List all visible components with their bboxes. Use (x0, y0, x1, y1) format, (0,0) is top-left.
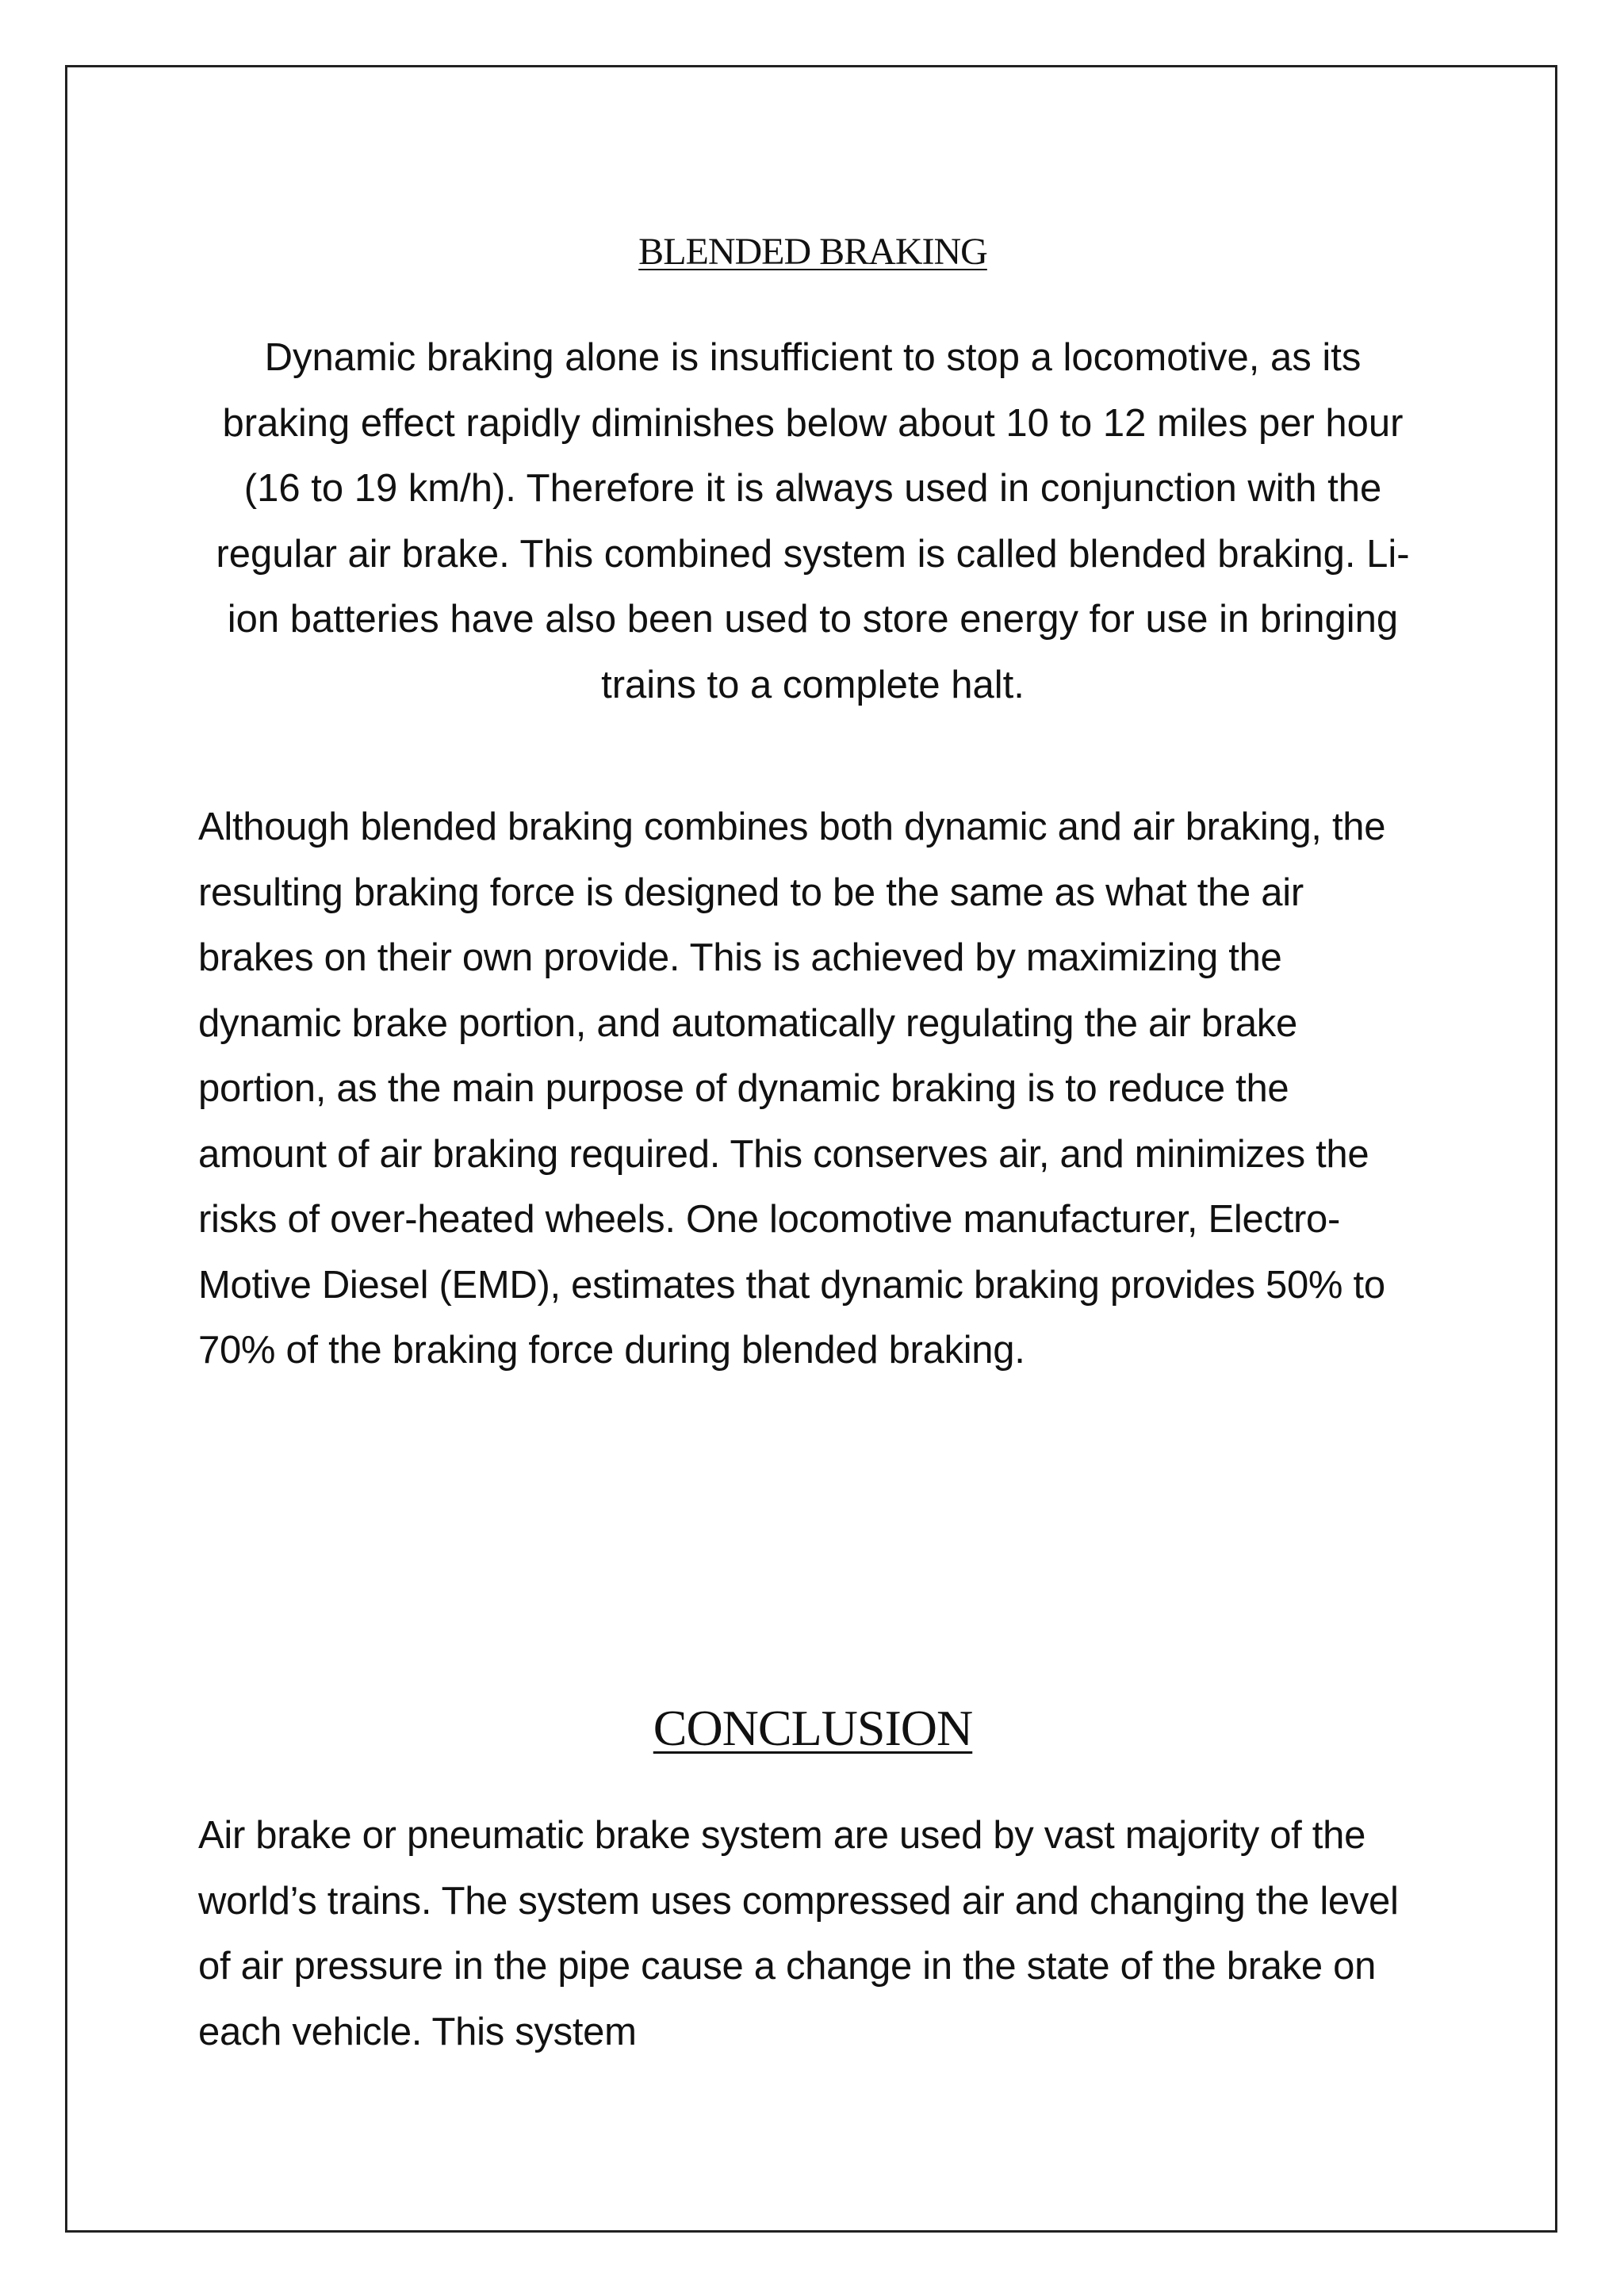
paragraph-dynamic-braking: Dynamic braking alone is insufficient to stop a locomotive, as its braking effect rapidly diminishes below about 10 to 12 miles per hour (16 to 19 km/h). Therefore it is always used in conjunction with the regular air brake. This combined system is called blended braking. Li-ion batteries have also been used to store energy for use in bringing trains to a complete halt. (216, 336, 1410, 706)
section-heading-blended-braking: BLENDED BRAKING (638, 231, 987, 273)
paragraph-blended-braking-force: Although blended braking combines both dynamic and air braking, the resulting braking force is designed to be the same as what the air brakes on their own provide. This is achieved by maximizing the dynamic brake portion, and automatically regulating the air brake portion, as the main purpose of dynamic braking is to reduce the amount of air braking required. This conserves air, and minimizes the risks of over-heated wheels. One locomotive manufacturer, Electro-Motive Diesel (EMD), estimates that dynamic braking provides 50% to 70% of the braking force during blended braking. (198, 806, 1386, 1372)
paragraph-conclusion: Air brake or pneumatic brake system are used by vast majority of the world’s trains. The system uses compressed air and changing the level of air pressure in the pipe cause a change in the state of the brake on each vehicle. This system (198, 1814, 1399, 2053)
section-heading-conclusion: CONCLUSION (653, 1700, 973, 1756)
